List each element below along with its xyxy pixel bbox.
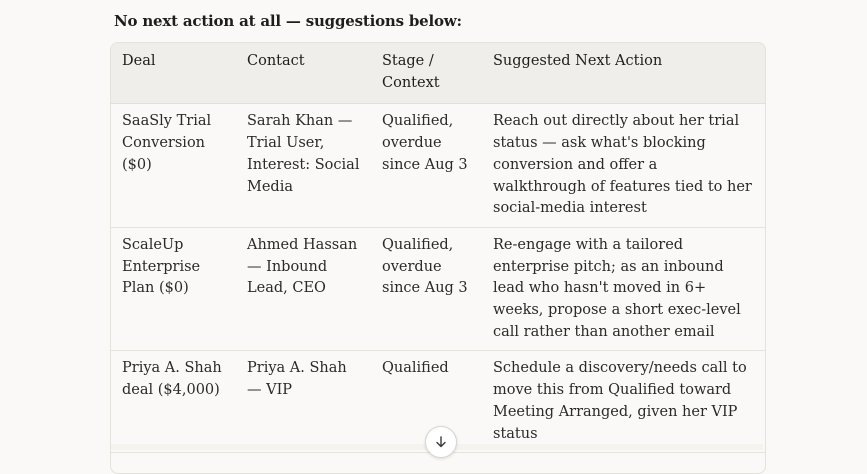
table-row bbox=[111, 227, 765, 351]
cell-deal: ScaleUp Enterprise Plan ($0) bbox=[111, 227, 236, 351]
cell-action: Reach out directly about her trial status — ask what's blocking conversion and offer a walkthrough of features tied to her social-media interest bbox=[482, 104, 765, 228]
cell-contact: Ahmed Hassan — Inbound Lead, CEO bbox=[236, 227, 371, 351]
cell-deal: Priya A. Shah deal ($4,000) bbox=[111, 351, 236, 453]
column-header-stage: Stage / Context bbox=[371, 43, 482, 104]
column-header-contact: Contact bbox=[236, 43, 371, 104]
section-heading: No next action at all — suggestions below: bbox=[114, 12, 462, 30]
column-header-action: Suggested Next Action bbox=[482, 43, 765, 104]
cell-contact: Priya A. Shah — VIP bbox=[236, 351, 371, 453]
cell-action: Schedule a discovery/needs call to move this from Qualified toward Meeting Arranged, given her VIP status bbox=[482, 351, 765, 453]
cell-deal: SaaSly Trial Conversion ($0) bbox=[111, 104, 236, 228]
suggestions-table bbox=[111, 43, 765, 453]
arrow-down-icon bbox=[434, 435, 448, 449]
table-row bbox=[111, 104, 765, 228]
column-header-deal: Deal bbox=[111, 43, 236, 104]
cell-action: Re-engage with a tailored enterprise pitch; as an inbound lead who hasn't moved in 6+ weeks, propose a short exec-level call rather than another email bbox=[482, 227, 765, 351]
suggestions-table-container bbox=[110, 42, 766, 474]
cell-stage: Qualified bbox=[371, 351, 482, 453]
table-header-row bbox=[111, 43, 765, 104]
cell-stage: Qualified, overdue since Aug 3 bbox=[371, 104, 482, 228]
cell-stage: Qualified, overdue since Aug 3 bbox=[371, 227, 482, 351]
scroll-to-bottom-button[interactable] bbox=[425, 426, 457, 458]
cell-contact: Sarah Khan — Trial User, Interest: Social Media bbox=[236, 104, 371, 228]
